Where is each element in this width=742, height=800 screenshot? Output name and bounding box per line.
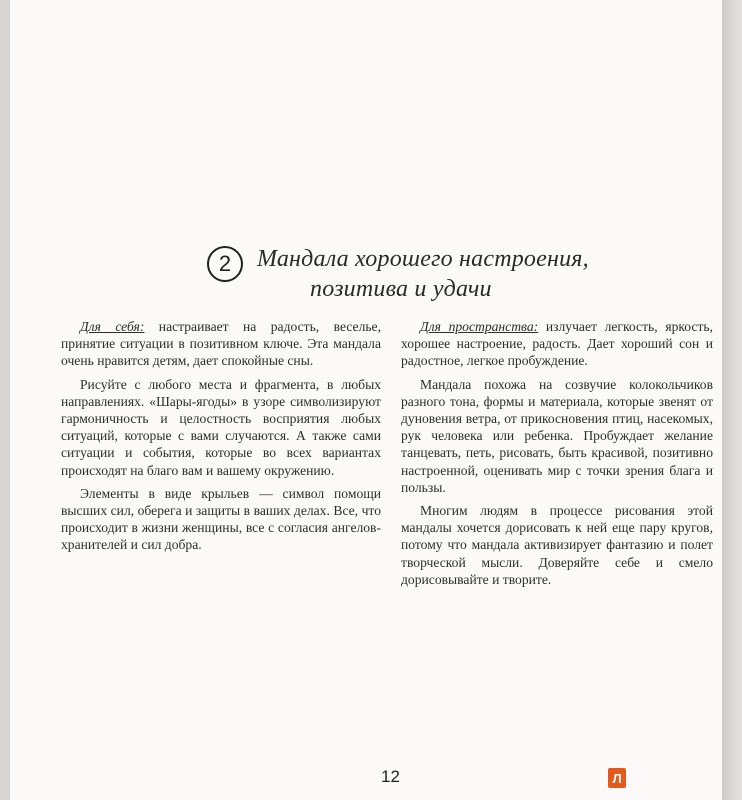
page-number: 12 bbox=[381, 767, 400, 786]
watermark-logo-icon: Л bbox=[608, 768, 626, 788]
left-paragraph-2: Рисуйте с любого места и фрагмента, в любых направлениях. «Шары-ягоды» в узоре символизируют гармоничность и целостность восприятия любых ситуаций, которые с вами случаются. А также сами ситуации и события, которые во всех вариантах происходят на благо вам и вашему окружению. bbox=[61, 376, 381, 478]
right-paragraph-1 bbox=[401, 318, 713, 370]
section-title-line1: Мандала хорошего настроения, bbox=[257, 246, 589, 272]
left-paragraph-1-text: настраивает на радость, веселье, принятие ситуации в позитивном ключе. Эта мандала очень нравится детям, дает спокойные сны. bbox=[61, 319, 381, 369]
left-paragraph-3: Элементы в виде крыльев — символ помощи высших сил, оберега и защиты в ваших делах. Все, что происходит в жизни женщины, все с согласия ангелов-хранителей и сил добра. bbox=[61, 485, 381, 553]
section-title-line2: позитива и удачи bbox=[310, 276, 492, 302]
section-number-badge: 2 bbox=[207, 246, 243, 282]
page-edge-shadow bbox=[722, 0, 742, 800]
right-paragraph-1-text: излучает легкость, яркость, хорошее настроение, радость. Дает хороший сон и радостное, легкое пробуждение. bbox=[401, 319, 713, 369]
right-paragraph-3: Многим людям в процессе рисования этой мандалы хочется дорисовать к ней еще пару кругов, потому что мандала активизирует фантазию и полет творческой мысли. Доверяйте себе и смело дорисовывайте и творите. bbox=[401, 503, 713, 587]
right-lead-label: Для пространства: bbox=[420, 319, 539, 334]
left-lead-label: Для себя: bbox=[80, 319, 145, 334]
right-paragraph-2: Мандала похожа на созвучие колокольчиков разного тона, формы и материала, которые звенят от дуновения ветра, от прикосновения птиц, насекомых, рук человека или ребенка. Пробуждает желание танцевать, петь, рисовать, быть красивой, позитивно настроенной, оценивать мир с точки зрения блага и пользы. bbox=[401, 376, 713, 495]
right-column bbox=[401, 318, 713, 594]
left-paragraph-1 bbox=[61, 318, 381, 370]
left-column bbox=[61, 318, 381, 560]
book-page bbox=[10, 0, 722, 800]
